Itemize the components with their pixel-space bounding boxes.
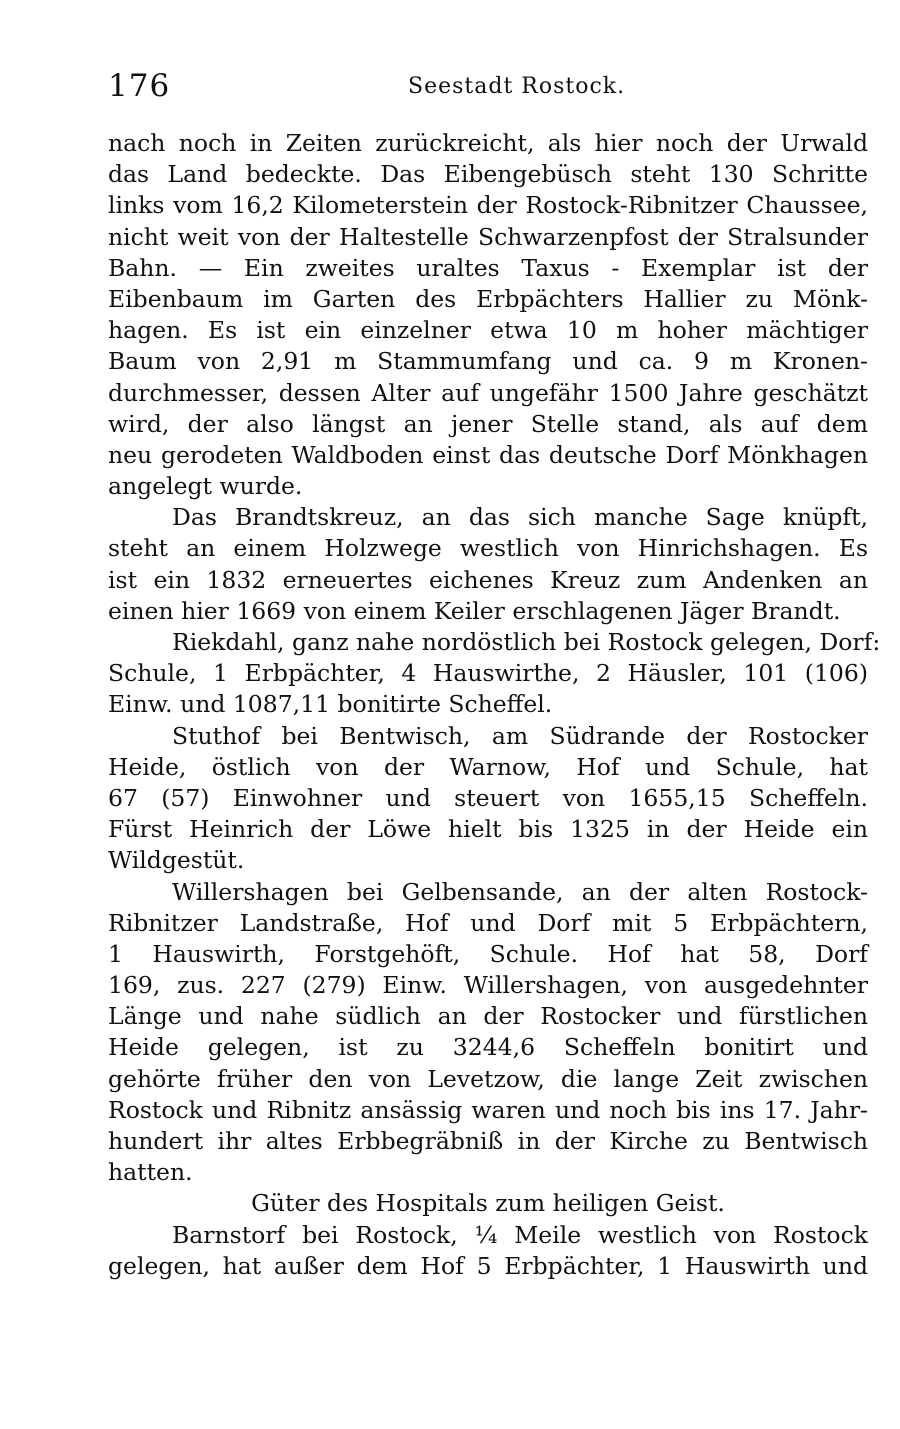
text-line: neu gerodeten Waldboden einst das deutsche Dorf Mönkhagen [108,440,868,469]
text-line: angelegt wurde. [108,472,303,501]
text-line: hatten. [108,1158,193,1187]
text-line: hundert ihr altes Erbbegräbniß in der Kirche zu Bentwisch [108,1127,868,1155]
text-line: wird, der also längst an jener Stelle stand, als auf dem [108,409,868,438]
text-line: 169, zus. 227 (279) Einw. Willershagen, von ausgedehnter [108,971,868,1000]
text-line: Fürst Heinrich der Löwe hielt bis 1325 in der Heide ein [108,815,868,844]
text-line: Länge und nahe südlich an der Rostocker und fürstlichen [108,1002,868,1031]
text-line: gehörte früher den von Levetzow, die lange Zeit zwischen [108,1064,868,1093]
text-line: durchmesser, dessen Alter auf ungefähr 1500 Jahre geschätzt [108,378,868,407]
text-line: Heide gelegen, ist zu 3244,6 Scheffeln bonitirt und [108,1033,868,1062]
text-line: hagen. Es ist ein einzelner etwa 10 m hoher mächtiger [108,316,868,345]
body-text [108,128,881,1282]
text-line: Das Brandtskreuz, an das sich manche Sage knüpft, [172,503,868,532]
text-line: Rostock und Ribnitz ansässig waren und noch bis ins 17. Jahr- [108,1095,868,1124]
text-line: Stuthof bei Bentwisch, am Südrande der Rostocker [172,721,868,750]
text-line: Ribnitzer Landstraße, Hof und Dorf mit 5 Erbpächtern, [108,908,868,937]
section-heading: Güter des Hospitals zum heiligen Geist. [251,1189,725,1218]
text-line: einen hier 1669 von einem Keiler erschlagenen Jäger Brandt. [108,596,841,625]
text-line: ist ein 1832 erneuertes eichenes Kreuz zum Andenken an [108,565,868,594]
text-line: Riekdahl, ganz nahe nordöstlich bei Rostock gelegen, Dorf: [172,628,881,656]
text-line: Willershagen bei Gelbensande, an der alten Rostock- [172,877,868,906]
page-number: 176 [108,68,171,104]
text-line: Wildgestüt. [108,846,245,875]
text-line: steht an einem Holzwege westlich von Hinrichshagen. Es [108,534,868,563]
text-line: das Land bedeckte. Das Eibengebüsch steht 130 Schritte [108,160,868,189]
text-line: nicht weit von der Haltestelle Schwarzenpfost der Stralsunder [108,222,868,251]
text-line: Eibenbaum im Garten des Erbpächters Hallier zu Mönk- [108,284,868,313]
text-line: Heide, östlich von der Warnow, Hof und Schule, hat [108,752,868,781]
text-line: nach noch in Zeiten zurückreicht, als hier noch der Urwald [108,129,868,157]
text-line: links vom 16,2 Kilometerstein der Rostock-Ribnitzer Chaussee, [108,191,868,220]
text-line: Schule, 1 Erbpächter, 4 Hauswirthe, 2 Häusler, 101 (106) [108,659,868,688]
text-line: 1 Hauswirth, Forstgehöft, Schule. Hof hat 58, Dorf [108,939,868,968]
text-line: Bahn. — Ein zweites uraltes Taxus - Exemplar ist der [108,253,868,282]
running-head: Seestadt Rostock. [408,74,626,99]
text-line: gelegen, hat außer dem Hof 5 Erbpächter, 1 Hauswirth und [108,1251,868,1280]
text-line: Baum von 2,91 m Stammumfang und ca. 9 m Kronen- [108,347,868,376]
page-header [108,68,868,108]
text-line: 67 (57) Einwohner und steuert von 1655,15 Scheffeln. [108,783,868,812]
text-line: Barnstorf bei Rostock, ¼ Meile westlich von Rostock [172,1220,868,1249]
text-line: Einw. und 1087,11 bonitirte Scheffel. [108,690,553,719]
